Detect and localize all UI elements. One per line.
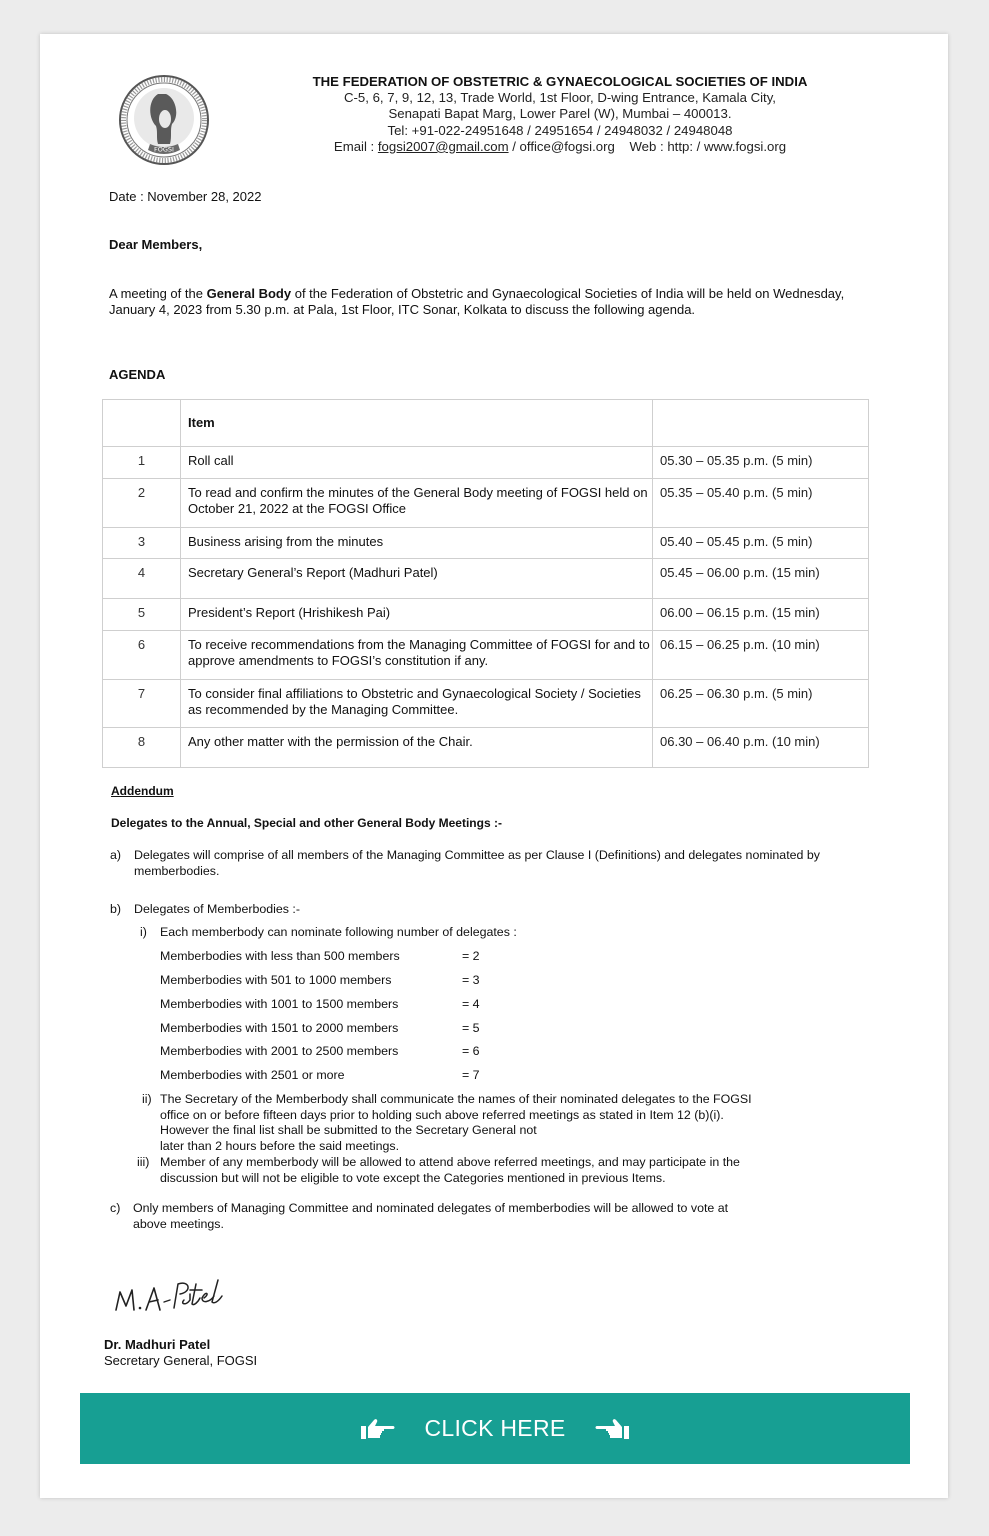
memberbody-quota-row bbox=[160, 1044, 480, 1058]
delegate-count: = 6 bbox=[462, 1044, 480, 1058]
agenda-header-row bbox=[103, 400, 869, 447]
agenda-row-item: To receive recommendations from the Managing Committee of FOGSI for and to approve amendments to FOGSI’s constitution if any. bbox=[188, 637, 650, 668]
intro-paragraph bbox=[109, 286, 879, 318]
email-link-primary[interactable]: fogsi2007@gmail.com bbox=[377, 138, 509, 154]
agenda-row-number: 2 bbox=[137, 485, 146, 500]
org-name: THE FEDERATION OF OBSTETRIC & GYNAECOLOGICAL SOCIETIES OF INDIA bbox=[312, 74, 808, 89]
letter-page bbox=[40, 34, 948, 1498]
memberbody-quota-row bbox=[160, 1068, 480, 1082]
clause-b-ii-line: However the final list shall be submitted to the Secretary General not bbox=[160, 1123, 537, 1137]
clause-b-ii-line: office on or before fifteen days prior to holding such above referred meetings as stated in Item 12 (b)(i). bbox=[160, 1108, 724, 1122]
website: Web : http: / www.fogsi.org bbox=[629, 138, 787, 154]
agenda-row-time: 05.30 – 05.35 p.m. (5 min) bbox=[660, 453, 813, 468]
memberbody-range: Memberbodies with 2501 or more bbox=[160, 1068, 345, 1082]
agenda-row-number: 5 bbox=[137, 605, 146, 620]
clause-a-text: Delegates will comprise of all members of the Managing Committee as per Clause I (Definitions) and delegates nominated by memberbodies. bbox=[134, 848, 820, 878]
header-item-label: Item bbox=[188, 415, 215, 430]
agenda-row-number: 6 bbox=[137, 637, 146, 652]
addendum-heading: Addendum bbox=[111, 784, 174, 798]
agenda-row bbox=[103, 479, 869, 528]
clause-c-line: Only members of Managing Committee and nominated delegates of memberbodies will be allowed to vote at bbox=[133, 1201, 729, 1215]
memberbody-quota-row bbox=[160, 1021, 480, 1035]
agenda-row-number: 1 bbox=[137, 453, 146, 468]
clause-b-iii-line: Member of any memberbody will be allowed to attend above referred meetings, and may participate in the bbox=[160, 1155, 740, 1169]
clause-b-i-label: i) bbox=[140, 925, 147, 939]
intro-text-pre: A meeting of the bbox=[109, 286, 207, 301]
clause-c-line: above meetings. bbox=[133, 1217, 224, 1231]
intro-text-bold: General Body bbox=[206, 286, 292, 301]
agenda-row-time: 06.00 – 06.15 p.m. (15 min) bbox=[660, 605, 820, 620]
agenda-row-item: Secretary General’s Report (Madhuri Patel) bbox=[188, 565, 438, 580]
signer-name: Dr. Madhuri Patel bbox=[104, 1337, 211, 1352]
letterhead bbox=[220, 74, 900, 155]
agenda-row bbox=[103, 447, 869, 479]
memberbody-quota-row bbox=[160, 973, 480, 987]
agenda-table bbox=[102, 399, 869, 768]
telephone-line: Tel: +91-022-24951648 / 24951654 / 24948032 / 24948048 bbox=[387, 122, 733, 138]
agenda-row-time: 05.40 – 05.45 p.m. (5 min) bbox=[660, 534, 813, 549]
letter-date: Date : November 28, 2022 bbox=[109, 189, 262, 204]
hand-pointing-right-icon bbox=[360, 1417, 396, 1441]
clause-b-label: b) bbox=[110, 902, 122, 916]
agenda-row-item: To consider final affiliations to Obstetric and Gynaecological Society / Societies as recommended by the Managing Committee. bbox=[188, 686, 641, 717]
agenda-row bbox=[103, 528, 869, 559]
clause-b-text: Delegates of Memberbodies :- bbox=[134, 902, 300, 916]
email-web-line bbox=[220, 139, 900, 155]
agenda-row-time: 06.15 – 06.25 p.m. (10 min) bbox=[660, 637, 820, 652]
agenda-row-time: 05.45 – 06.00 p.m. (15 min) bbox=[660, 565, 820, 580]
agenda-row bbox=[103, 631, 869, 680]
delegate-count: = 7 bbox=[462, 1068, 480, 1082]
delegate-count: = 2 bbox=[462, 949, 480, 963]
signer-title: Secretary General, FOGSI bbox=[104, 1353, 258, 1368]
email-label: Email : bbox=[333, 138, 378, 154]
email-secondary: / office@fogsi.org bbox=[508, 138, 615, 154]
click-here-button[interactable] bbox=[80, 1393, 910, 1464]
header-time-cell bbox=[653, 400, 869, 447]
memberbody-quota-row bbox=[160, 949, 480, 963]
agenda-row bbox=[103, 599, 869, 631]
agenda-row-item: Roll call bbox=[188, 453, 234, 468]
header-item-cell bbox=[181, 400, 653, 447]
agenda-row-number: 4 bbox=[137, 565, 146, 580]
header-no-cell bbox=[103, 400, 181, 447]
agenda-row-number: 7 bbox=[137, 686, 146, 701]
delegates-heading: Delegates to the Annual, Special and other General Body Meetings :- bbox=[111, 816, 502, 830]
agenda-row-time: 06.25 – 06.30 p.m. (5 min) bbox=[660, 686, 813, 701]
handwritten-signature bbox=[110, 1274, 240, 1320]
agenda-row-number: 8 bbox=[137, 734, 146, 749]
agenda-row-item: Any other matter with the permission of the Chair. bbox=[188, 734, 473, 749]
agenda-row-number: 3 bbox=[137, 534, 146, 549]
fogsi-logo bbox=[118, 74, 210, 166]
agenda-row-time: 06.30 – 06.40 p.m. (10 min) bbox=[660, 734, 820, 749]
salutation: Dear Members, bbox=[109, 237, 203, 252]
agenda-row-item: To read and confirm the minutes of the General Body meeting of FOGSI held on October 21, 2022 at the FOGSI Office bbox=[188, 485, 648, 516]
clause-b-ii-label: ii) bbox=[142, 1092, 152, 1106]
clause-b-iii-label: iii) bbox=[137, 1155, 150, 1169]
delegate-count: = 5 bbox=[462, 1021, 480, 1035]
agenda-row bbox=[103, 559, 869, 599]
memberbody-range: Memberbodies with 501 to 1000 members bbox=[160, 973, 392, 987]
agenda-row bbox=[103, 680, 869, 728]
agenda-row-item: President’s Report (Hrishikesh Pai) bbox=[188, 605, 391, 620]
agenda-row-item: Business arising from the minutes bbox=[188, 534, 384, 549]
clause-b-ii-line: The Secretary of the Memberbody shall communicate the names of their nominated delegates to the FOGSI bbox=[160, 1092, 752, 1106]
intro-text-post: of the Federation of Obstetric and Gynaecological Societies of India will be held on Wednesday, January 4, 2023 from 5.30 p.m. at Pala, 1st Floor, ITC Sonar, Kolkata to discuss the following agenda. bbox=[109, 286, 845, 317]
agenda-row-time: 05.35 – 05.40 p.m. (5 min) bbox=[660, 485, 813, 500]
memberbody-range: Memberbodies with 1501 to 2000 members bbox=[160, 1021, 399, 1035]
memberbody-quota-row bbox=[160, 997, 480, 1011]
delegate-count: = 4 bbox=[462, 997, 480, 1011]
memberbody-range: Memberbodies with less than 500 members bbox=[160, 949, 400, 963]
memberbody-range: Memberbodies with 1001 to 1500 members bbox=[160, 997, 399, 1011]
address-line-1: C-5, 6, 7, 9, 12, 13, Trade World, 1st Floor, D-wing Entrance, Kamala City, bbox=[344, 90, 776, 106]
clause-b-ii-line: later than 2 hours before the said meetings. bbox=[160, 1139, 400, 1153]
address-line-2: Senapati Bapat Marg, Lower Parel (W), Mumbai – 400013. bbox=[388, 106, 732, 122]
clause-b-i-text: Each memberbody can nominate following number of delegates : bbox=[160, 925, 517, 939]
clause-a-label: a) bbox=[110, 848, 122, 862]
agenda-row bbox=[103, 728, 869, 768]
delegate-count: = 3 bbox=[462, 973, 480, 987]
hand-pointing-left-icon bbox=[594, 1417, 630, 1441]
clause-b-iii-line: discussion but will not be eligible to vote except the Categories mentioned in previous Items. bbox=[160, 1171, 666, 1185]
clause-c-label: c) bbox=[110, 1201, 121, 1215]
logo-text: FOGSI bbox=[154, 145, 174, 154]
memberbody-range: Memberbodies with 2001 to 2500 members bbox=[160, 1044, 399, 1058]
agenda-heading: AGENDA bbox=[109, 367, 166, 382]
click-here-label: CLICK HERE bbox=[424, 1415, 566, 1441]
